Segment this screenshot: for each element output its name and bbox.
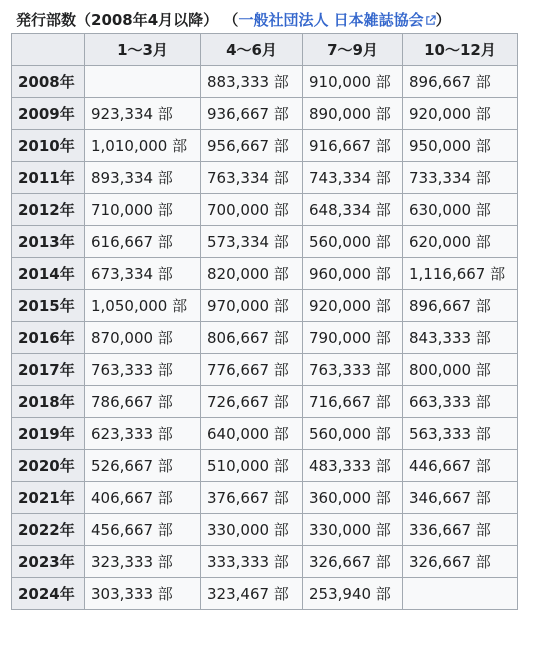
circulation-cell: 663,333 部 xyxy=(403,386,518,418)
table-row xyxy=(12,130,518,162)
circulation-cell: 640,000 部 xyxy=(201,418,303,450)
row-year: 2022年 xyxy=(12,514,85,546)
circulation-cell xyxy=(403,578,518,610)
circulation-cell: 573,334 部 xyxy=(201,226,303,258)
row-year: 2018年 xyxy=(12,386,85,418)
circulation-cell: 950,000 部 xyxy=(403,130,518,162)
circulation-cell: 710,000 部 xyxy=(85,194,201,226)
circulation-cell: 896,667 部 xyxy=(403,290,518,322)
circulation-cell: 323,333 部 xyxy=(85,546,201,578)
external-link-icon xyxy=(425,15,436,26)
table-row xyxy=(12,226,518,258)
table-row xyxy=(12,386,518,418)
circulation-cell: 890,000 部 xyxy=(303,98,403,130)
circulation-cell: 923,334 部 xyxy=(85,98,201,130)
table-row xyxy=(12,290,518,322)
table-row xyxy=(12,354,518,386)
header-q3: 7～9月 xyxy=(303,34,403,66)
circulation-cell: 820,000 部 xyxy=(201,258,303,290)
circulation-cell: 560,000 部 xyxy=(303,418,403,450)
caption-title: 発行部数（2008年4月以降） xyxy=(16,11,219,29)
circulation-cell: 800,000 部 xyxy=(403,354,518,386)
circulation-cell: 960,000 部 xyxy=(303,258,403,290)
circulation-cell: 326,667 部 xyxy=(403,546,518,578)
row-year: 2014年 xyxy=(12,258,85,290)
caption-close-paren: ） xyxy=(435,11,451,29)
circulation-cell: 483,333 部 xyxy=(303,450,403,482)
circulation-cell: 936,667 部 xyxy=(201,98,303,130)
circulation-cell: 806,667 部 xyxy=(201,322,303,354)
circulation-cell: 560,000 部 xyxy=(303,226,403,258)
circulation-cell: 896,667 部 xyxy=(403,66,518,98)
circulation-cell: 970,000 部 xyxy=(201,290,303,322)
circulation-cell: 1,116,667 部 xyxy=(403,258,518,290)
circulation-cell: 336,667 部 xyxy=(403,514,518,546)
circulation-cell xyxy=(85,66,201,98)
circulation-cell: 323,467 部 xyxy=(201,578,303,610)
row-year: 2011年 xyxy=(12,162,85,194)
row-year: 2024年 xyxy=(12,578,85,610)
circulation-cell: 456,667 部 xyxy=(85,514,201,546)
row-year: 2015年 xyxy=(12,290,85,322)
table-row xyxy=(12,418,518,450)
circulation-cell: 763,333 部 xyxy=(85,354,201,386)
circulation-cell: 526,667 部 xyxy=(85,450,201,482)
header-row xyxy=(12,34,518,66)
circulation-cell: 673,334 部 xyxy=(85,258,201,290)
circulation-cell: 330,000 部 xyxy=(201,514,303,546)
circulation-cell: 376,667 部 xyxy=(201,482,303,514)
circulation-cell: 910,000 部 xyxy=(303,66,403,98)
table-row xyxy=(12,578,518,610)
circulation-cell: 346,667 部 xyxy=(403,482,518,514)
circulation-cell: 883,333 部 xyxy=(201,66,303,98)
circulation-cell: 303,333 部 xyxy=(85,578,201,610)
table-row xyxy=(12,482,518,514)
row-year: 2021年 xyxy=(12,482,85,514)
table-row xyxy=(12,162,518,194)
row-year: 2008年 xyxy=(12,66,85,98)
circulation-cell: 446,667 部 xyxy=(403,450,518,482)
circulation-cell: 333,333 部 xyxy=(201,546,303,578)
header-q1: 1～3月 xyxy=(85,34,201,66)
source-link[interactable]: 一般社団法人 日本雑誌協会 xyxy=(238,11,424,29)
header-q2: 4～6月 xyxy=(201,34,303,66)
circulation-cell: 716,667 部 xyxy=(303,386,403,418)
row-year: 2023年 xyxy=(12,546,85,578)
table-caption xyxy=(16,8,451,32)
circulation-cell: 700,000 部 xyxy=(201,194,303,226)
row-year: 2016年 xyxy=(12,322,85,354)
row-year: 2012年 xyxy=(12,194,85,226)
circulation-cell: 956,667 部 xyxy=(201,130,303,162)
row-year: 2019年 xyxy=(12,418,85,450)
circulation-cell: 406,667 部 xyxy=(85,482,201,514)
circulation-cell: 623,333 部 xyxy=(85,418,201,450)
circulation-table xyxy=(11,33,518,610)
circulation-cell: 563,333 部 xyxy=(403,418,518,450)
circulation-cell: 916,667 部 xyxy=(303,130,403,162)
table-row xyxy=(12,194,518,226)
circulation-cell: 790,000 部 xyxy=(303,322,403,354)
circulation-cell: 776,667 部 xyxy=(201,354,303,386)
row-year: 2013年 xyxy=(12,226,85,258)
header-q4: 10～12月 xyxy=(403,34,518,66)
circulation-cell: 870,000 部 xyxy=(85,322,201,354)
circulation-cell: 733,334 部 xyxy=(403,162,518,194)
circulation-cell: 648,334 部 xyxy=(303,194,403,226)
circulation-cell: 510,000 部 xyxy=(201,450,303,482)
circulation-cell: 743,334 部 xyxy=(303,162,403,194)
circulation-cell: 893,334 部 xyxy=(85,162,201,194)
row-year: 2020年 xyxy=(12,450,85,482)
circulation-cell: 253,940 部 xyxy=(303,578,403,610)
table-row xyxy=(12,258,518,290)
circulation-cell: 1,010,000 部 xyxy=(85,130,201,162)
circulation-cell: 786,667 部 xyxy=(85,386,201,418)
circulation-cell: 920,000 部 xyxy=(403,98,518,130)
circulation-cell: 920,000 部 xyxy=(303,290,403,322)
circulation-cell: 360,000 部 xyxy=(303,482,403,514)
circulation-cell: 843,333 部 xyxy=(403,322,518,354)
circulation-cell: 763,333 部 xyxy=(303,354,403,386)
circulation-cell: 763,334 部 xyxy=(201,162,303,194)
table-row xyxy=(12,450,518,482)
circulation-cell: 330,000 部 xyxy=(303,514,403,546)
table-body xyxy=(12,66,518,610)
circulation-cell: 630,000 部 xyxy=(403,194,518,226)
row-year: 2009年 xyxy=(12,98,85,130)
circulation-cell: 326,667 部 xyxy=(303,546,403,578)
table-row xyxy=(12,98,518,130)
row-year: 2017年 xyxy=(12,354,85,386)
caption-open-paren: （ xyxy=(223,11,239,29)
table-row xyxy=(12,66,518,98)
circulation-cell: 616,667 部 xyxy=(85,226,201,258)
row-year: 2010年 xyxy=(12,130,85,162)
circulation-cell: 1,050,000 部 xyxy=(85,290,201,322)
header-corner xyxy=(12,34,85,66)
table-row xyxy=(12,514,518,546)
table-row xyxy=(12,546,518,578)
circulation-cell: 726,667 部 xyxy=(201,386,303,418)
circulation-cell: 620,000 部 xyxy=(403,226,518,258)
table-row xyxy=(12,322,518,354)
